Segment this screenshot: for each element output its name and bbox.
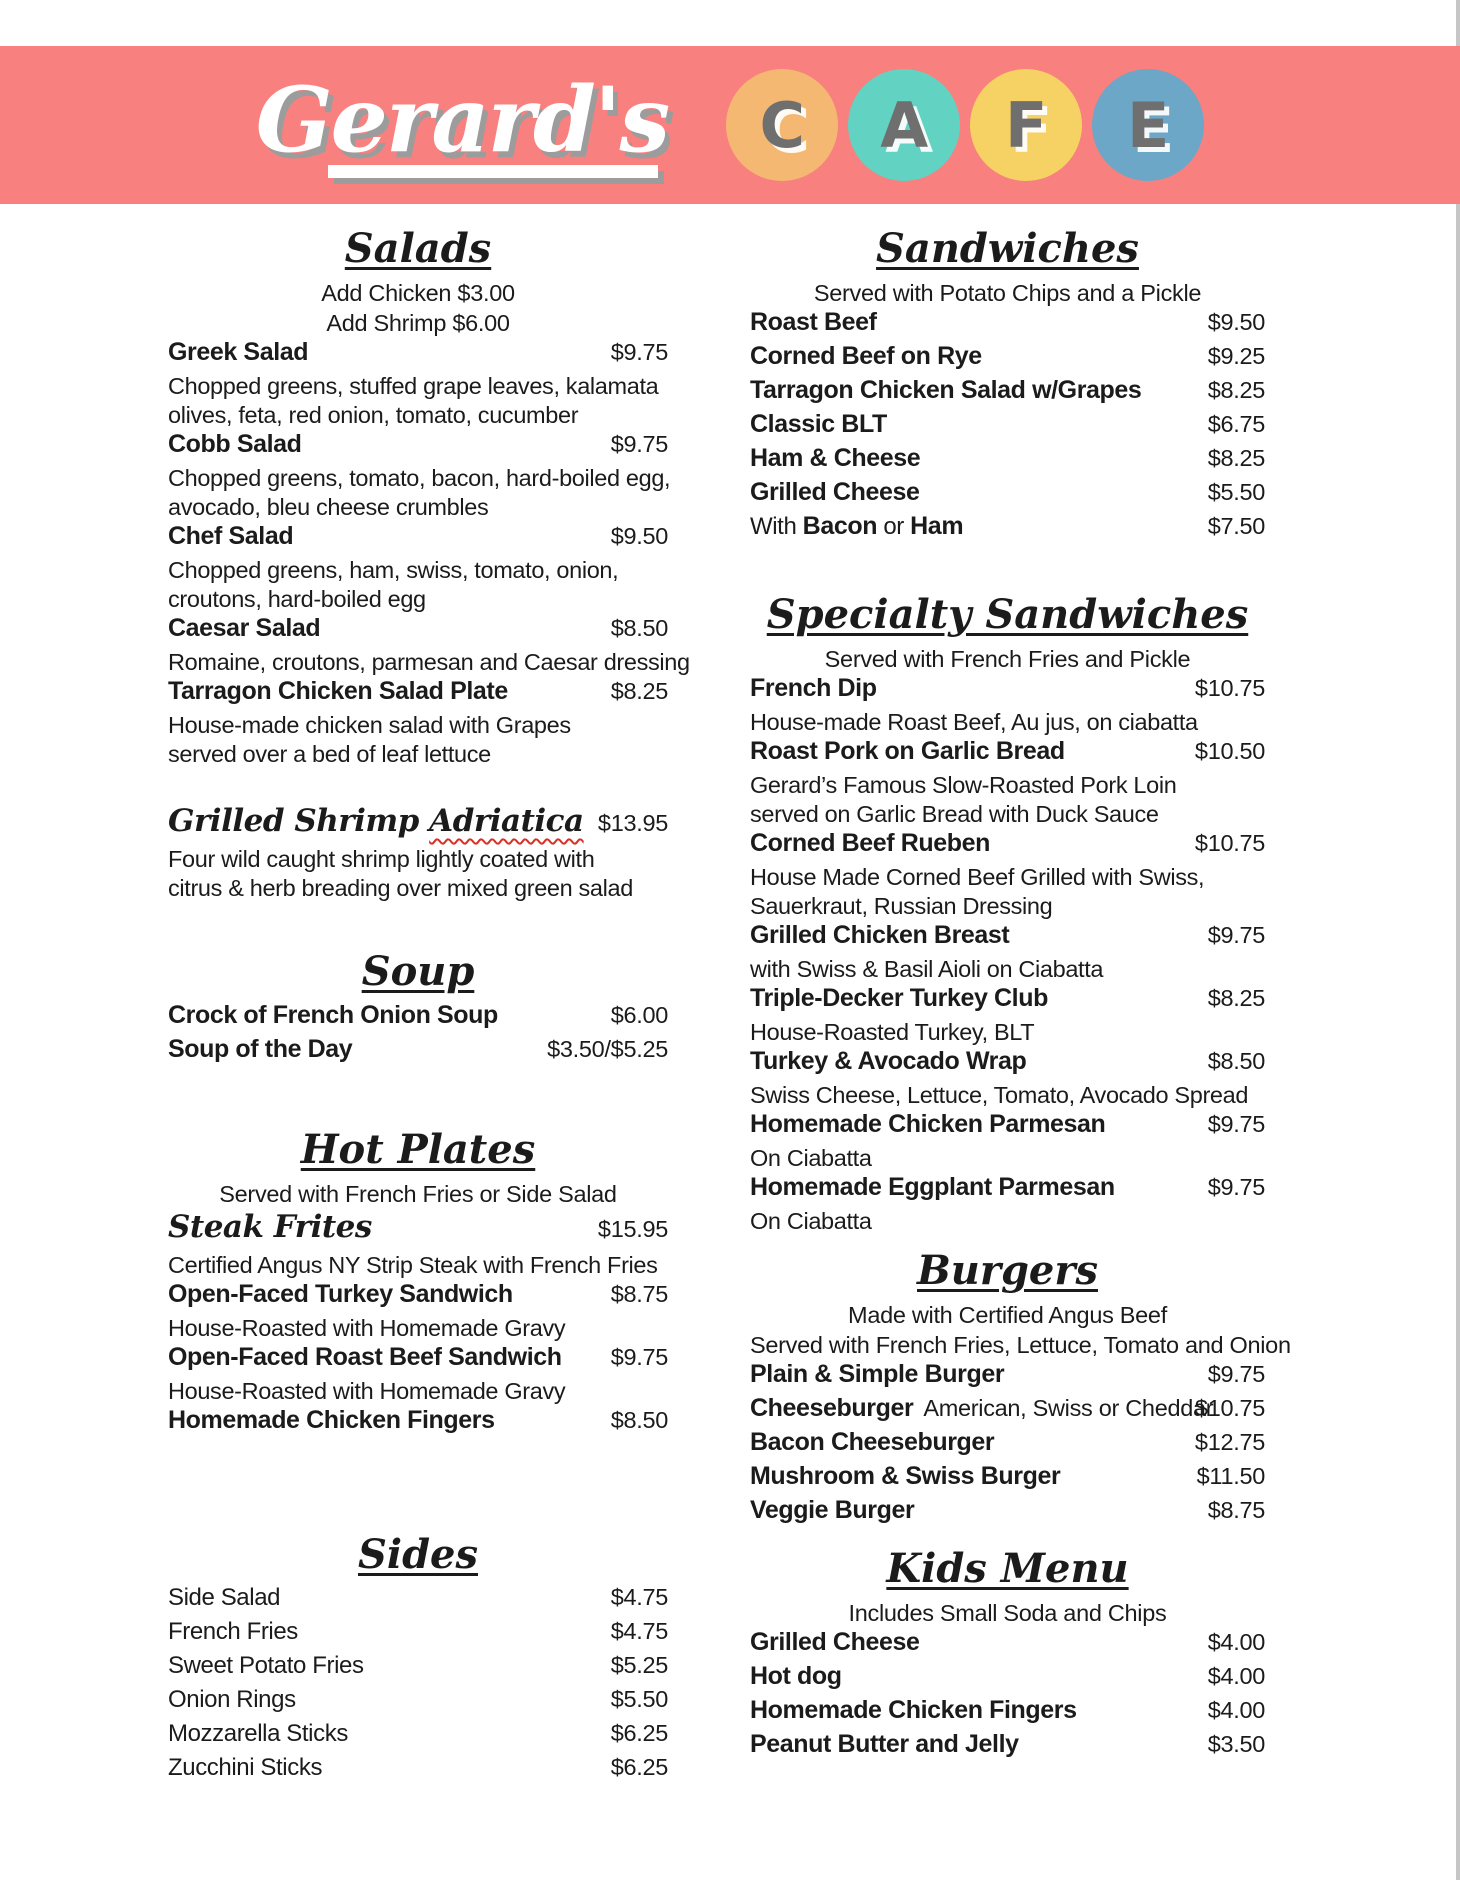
menu-item-row — [168, 1754, 668, 1788]
menu-item-open-faced-turkey-sandwich — [168, 1280, 668, 1343]
menu-item-greek-salad — [168, 338, 668, 430]
menu-item-row — [168, 1618, 668, 1652]
menu-item-row — [168, 803, 668, 845]
item-name: Open-Faced Roast Beef Sandwich — [168, 1343, 562, 1371]
menu-item-open-faced-roast-beef-sandwich — [168, 1343, 668, 1406]
cafe-circle-e — [1092, 69, 1204, 181]
item-desc: On Ciabatta — [750, 1145, 872, 1171]
menu-item-row — [168, 430, 668, 464]
menu-item-row — [750, 1662, 1265, 1696]
menu-item-crock-of-french-onion-soup — [168, 1001, 668, 1035]
item-price: $8.25 — [1207, 985, 1265, 1011]
item-name-part-misspelled: Adriatica — [429, 803, 584, 839]
page-right-edge — [1456, 0, 1460, 1880]
item-name: Plain & Simple Burger — [750, 1360, 1005, 1388]
item-desc: House Made Corned Beef Grilled with Swiss, — [750, 864, 1205, 890]
menu-item-row — [750, 512, 1265, 546]
section-hot-plates — [168, 1127, 668, 1440]
item-name: French Fries — [168, 1618, 298, 1645]
section-title — [168, 1532, 668, 1578]
item-name: Homemade Chicken Fingers — [168, 1406, 495, 1434]
menu-item-row — [168, 522, 668, 556]
item-price: $9.75 — [610, 1344, 668, 1370]
menu-item-row — [750, 737, 1265, 771]
item-name: Veggie Burger — [750, 1496, 915, 1524]
menu-item-ham-cheese — [750, 444, 1265, 478]
item-desc: House-made Roast Beef, Au jus, on ciabatta — [750, 709, 1198, 735]
menu-item-row — [168, 338, 668, 372]
section-burgers — [750, 1247, 1291, 1530]
menu-item-row — [750, 829, 1265, 863]
item-name: Mozzarella Sticks — [168, 1720, 348, 1747]
section-title — [168, 949, 668, 995]
menu-item-side-salad — [168, 1584, 668, 1618]
item-name: Homemade Chicken Parmesan — [750, 1110, 1106, 1138]
menu-item-steak-frites — [168, 1209, 668, 1280]
item-price: $9.75 — [1207, 1174, 1265, 1200]
cafe-circle-f — [970, 69, 1082, 181]
section-title-text: Salads — [344, 225, 492, 272]
section-note: Made with Certified Angus Beef — [848, 1302, 1167, 1328]
item-name: Onion Rings — [168, 1686, 296, 1713]
section-title — [750, 1546, 1265, 1592]
menu-item-row — [750, 1360, 1265, 1394]
item-name: Turkey & Avocado Wrap — [750, 1047, 1027, 1075]
menu-item-row — [168, 614, 668, 648]
menu-item-row — [750, 921, 1265, 955]
item-price: $6.25 — [610, 1754, 668, 1780]
section-specialty-sandwiches — [750, 592, 1265, 1236]
menu-item-row — [750, 984, 1265, 1018]
item-name: Roast Pork on Garlic Bread — [750, 737, 1065, 765]
item-price: $6.25 — [610, 1720, 668, 1746]
item-price: $10.50 — [1194, 738, 1265, 764]
item-desc: House-Roasted Turkey, BLT — [750, 1019, 1035, 1045]
item-price: $8.50 — [610, 615, 668, 641]
section-soup — [168, 949, 668, 1069]
item-price: $9.75 — [1207, 1111, 1265, 1137]
item-price: $8.50 — [610, 1407, 668, 1433]
item-price: $4.00 — [1207, 1629, 1265, 1655]
menu-item-grilled-cheese — [750, 1628, 1265, 1662]
item-price: $9.75 — [610, 339, 668, 365]
item-desc: citrus & herb breading over mixed green salad — [168, 875, 633, 901]
item-name: Zucchini Sticks — [168, 1754, 323, 1781]
item-name: French Dip — [750, 674, 877, 702]
menu-item-row — [168, 1720, 668, 1754]
item-name: Chef Salad — [168, 522, 294, 550]
section-title-text: Kids Menu — [886, 1545, 1129, 1592]
menu-item-onion-rings — [168, 1686, 668, 1720]
menu-item-french-dip — [750, 674, 1265, 737]
menu-item-sweet-potato-fries — [168, 1652, 668, 1686]
menu-item-row — [750, 1628, 1265, 1662]
cafe-letter-e: E — [1127, 88, 1170, 162]
item-price: $4.75 — [610, 1584, 668, 1610]
section-title-text: Soup — [361, 948, 475, 995]
item-name: Caesar Salad — [168, 614, 321, 642]
item-name: Corned Beef on Rye — [750, 342, 982, 370]
item-name: Bacon Cheeseburger — [750, 1428, 995, 1456]
item-price: $5.25 — [610, 1652, 668, 1678]
item-name: Side Salad — [168, 1584, 281, 1611]
menu-item-row — [750, 308, 1265, 342]
item-price: $8.25 — [1207, 377, 1265, 403]
menu-item-grilled-chicken-breast — [750, 921, 1265, 984]
item-name: Homemade Eggplant Parmesan — [750, 1173, 1115, 1201]
menu-item-row — [750, 1047, 1265, 1081]
menu-item-row — [168, 1001, 668, 1035]
item-desc: House-made chicken salad with Grapes — [168, 712, 571, 738]
menu-item-turkey-avocado-wrap — [750, 1047, 1265, 1110]
header-banner — [0, 46, 1460, 204]
item-desc: Sauerkraut, Russian Dressing — [750, 893, 1053, 919]
item-desc: Certified Angus NY Strip Steak with French Fries — [168, 1252, 658, 1278]
item-name: Peanut Butter and Jelly — [750, 1730, 1019, 1758]
item-price: $12.75 — [1194, 1429, 1265, 1455]
item-price: $10.75 — [1194, 830, 1265, 856]
cafe-letter-f: F — [1005, 88, 1048, 162]
item-desc: House-Roasted with Homemade Gravy — [168, 1378, 566, 1404]
section-salads — [168, 225, 690, 769]
item-name: Corned Beef Rueben — [750, 829, 991, 857]
item-price: $5.50 — [1207, 479, 1265, 505]
menu-item-plain-simple-burger — [750, 1360, 1265, 1394]
item-name: Sweet Potato Fries — [168, 1652, 364, 1679]
menu-item-row — [750, 410, 1265, 444]
menu-item-row — [168, 1584, 668, 1618]
item-desc: avocado, bleu cheese crumbles — [168, 494, 489, 520]
item-desc: Gerard’s Famous Slow-Roasted Pork Loin — [750, 772, 1177, 798]
item-price: $8.75 — [610, 1281, 668, 1307]
menu-item-triple-decker-turkey-club — [750, 984, 1265, 1047]
menu-item-grilled-cheese — [750, 478, 1265, 512]
menu-item-cobb-salad — [168, 430, 671, 522]
item-price: $4.75 — [610, 1618, 668, 1644]
section-note: Includes Small Soda and Chips — [848, 1600, 1167, 1626]
menu-item-french-fries — [168, 1618, 668, 1652]
menu-column-right — [750, 225, 1291, 1764]
menu-item-zucchini-sticks — [168, 1754, 668, 1788]
menu-item-veggie-burger — [750, 1496, 1265, 1530]
menu-item-row — [168, 1652, 668, 1686]
item-name: Tarragon Chicken Salad w/Grapes — [750, 376, 1142, 404]
menu-item-row — [750, 478, 1265, 512]
item-name-part: or — [877, 513, 911, 540]
menu-item-corned-beef-on-rye — [750, 342, 1265, 376]
item-name: Steak Frites — [168, 1209, 372, 1245]
menu-item-homemade-eggplant-parmesan — [750, 1173, 1265, 1236]
menu-item-row — [168, 1209, 668, 1251]
menu-item-homemade-chicken-fingers — [168, 1406, 668, 1440]
item-name — [750, 512, 1208, 541]
menu-item-row — [750, 1428, 1265, 1462]
item-price: $9.75 — [610, 431, 668, 457]
menu-item-row — [750, 1173, 1265, 1207]
item-price: $7.50 — [1207, 513, 1265, 539]
section-title — [168, 226, 668, 272]
menu-item-homemade-chicken-parmesan — [750, 1110, 1265, 1173]
item-name: Roast Beef — [750, 308, 877, 336]
menu-item-row — [750, 1462, 1265, 1496]
item-desc: Chopped greens, tomato, bacon, hard-boiled egg, — [168, 465, 671, 491]
section-title-text: Burgers — [917, 1247, 1098, 1294]
item-name-part: Bacon — [802, 512, 878, 540]
item-name: Greek Salad — [168, 338, 309, 366]
menu-item-row — [168, 1686, 668, 1720]
item-name-part: Ham — [910, 512, 964, 540]
menu-item-tarragon-chicken-salad-plate — [168, 677, 668, 769]
menu-item-row — [750, 342, 1265, 376]
menu-item-cheeseburger — [750, 1394, 1265, 1428]
section-title-text: Hot Plates — [300, 1126, 536, 1173]
item-price: $9.50 — [610, 523, 668, 549]
cafe-circle-a — [848, 69, 960, 181]
menu-item-hot-dog — [750, 1662, 1265, 1696]
section-sandwiches — [750, 226, 1265, 546]
item-desc: Chopped greens, ham, swiss, tomato, onion, — [168, 557, 619, 583]
item-name: Crock of French Onion Soup — [168, 1001, 498, 1029]
item-name: Soup of the Day — [168, 1035, 353, 1063]
item-price: $3.50 — [1207, 1731, 1265, 1757]
section-note: Add Shrimp $6.00 — [326, 310, 510, 336]
item-price: $9.25 — [1207, 343, 1265, 369]
item-price: $8.25 — [1207, 445, 1265, 471]
item-desc: served over a bed of leaf lettuce — [168, 741, 491, 767]
menu-item-homemade-chicken-fingers — [750, 1696, 1265, 1730]
section-title-text: Sandwiches — [876, 225, 1139, 272]
menu-item-row — [750, 1394, 1265, 1428]
section-sides — [168, 1532, 668, 1788]
item-price: $3.50/$5.25 — [547, 1036, 668, 1062]
menu-item-row — [750, 1730, 1265, 1764]
menu-item-row — [168, 1280, 668, 1314]
item-price: $6.75 — [1207, 411, 1265, 437]
menu-item-caesar-salad — [168, 614, 690, 677]
item-price: $8.50 — [1207, 1048, 1265, 1074]
item-price: $5.50 — [610, 1686, 668, 1712]
item-desc: Chopped greens, stuffed grape leaves, kalamata — [168, 373, 659, 399]
menu-item-mozzarella-sticks — [168, 1720, 668, 1754]
menu-item-row — [750, 444, 1265, 478]
item-name-part: Grilled Shrimp — [168, 803, 430, 839]
menu-item-classic-blt — [750, 410, 1265, 444]
item-price: $9.75 — [1207, 1361, 1265, 1387]
section-title — [750, 592, 1265, 638]
menu-item-roast-pork-on-garlic-bread — [750, 737, 1265, 829]
section-title — [750, 226, 1265, 272]
cafe-circle-c — [726, 69, 838, 181]
logo-gerards-text: Gerard's — [255, 66, 669, 173]
menu-item-mushroom-swiss-burger — [750, 1462, 1265, 1496]
item-price: $10.75 — [1194, 675, 1265, 701]
section-note: Served with French Fries or Side Salad — [219, 1181, 617, 1207]
item-name: Hot dog — [750, 1662, 842, 1690]
item-desc: Romaine, croutons, parmesan and Caesar dressing — [168, 649, 690, 675]
item-name: Grilled Cheese — [750, 1628, 920, 1656]
section-kids-menu — [750, 1546, 1265, 1764]
logo-cafe — [726, 69, 1204, 181]
item-price: $4.00 — [1207, 1663, 1265, 1689]
item-name: Grilled Cheese — [750, 478, 920, 506]
menu-item-row — [168, 1343, 668, 1377]
menu-item-row — [750, 1696, 1265, 1730]
item-name: Tarragon Chicken Salad Plate — [168, 677, 508, 705]
item-price: $4.00 — [1207, 1697, 1265, 1723]
item-name: Grilled Chicken Breast — [750, 921, 1010, 949]
menu-item-soup-of-the-day — [168, 1035, 668, 1069]
menu-item-chef-salad — [168, 522, 668, 614]
item-name: Classic BLT — [750, 410, 887, 438]
cafe-letter-c: C — [759, 88, 805, 162]
item-desc: Four wild caught shrimp lightly coated with — [168, 846, 595, 872]
item-desc: served on Garlic Bread with Duck Sauce — [750, 801, 1159, 827]
item-name: Ham & Cheese — [750, 444, 921, 472]
item-name: Mushroom & Swiss Burger — [750, 1462, 1061, 1490]
item-desc: croutons, hard-boiled egg — [168, 586, 426, 612]
item-name: Open-Faced Turkey Sandwich — [168, 1280, 513, 1308]
section-grilled-shrimp-adriatica — [168, 803, 668, 903]
item-desc: Swiss Cheese, Lettuce, Tomato, Avocado Spread — [750, 1082, 1249, 1108]
item-desc: On Ciabatta — [750, 1208, 872, 1234]
item-name: Homemade Chicken Fingers — [750, 1696, 1077, 1724]
item-desc: olives, feta, red onion, tomato, cucumber — [168, 402, 579, 428]
menu-item-bacon-cheeseburger — [750, 1428, 1265, 1462]
item-name: Cobb Salad — [168, 430, 302, 458]
section-title — [750, 1248, 1265, 1294]
section-title — [168, 1127, 668, 1173]
item-name: Cheeseburger American, Swiss or Cheddar — [750, 1394, 1214, 1422]
menu-column-left — [168, 225, 690, 1788]
menu-item-row — [750, 376, 1265, 410]
item-price: $13.95 — [597, 810, 668, 836]
menu-item-row — [750, 1496, 1265, 1530]
item-name: Triple-Decker Turkey Club — [750, 984, 1048, 1012]
menu-item-row — [168, 1035, 668, 1069]
item-desc: House-Roasted with Homemade Gravy — [168, 1315, 566, 1341]
item-name-suffix: American, Swiss or Cheddar — [923, 1395, 1214, 1421]
item-price: $15.95 — [597, 1216, 668, 1242]
menu-item-row — [168, 677, 668, 711]
item-price: $8.25 — [610, 678, 668, 704]
item-name-part: With — [750, 513, 803, 540]
menu-item-row — [168, 1406, 668, 1440]
item-price: $6.00 — [610, 1002, 668, 1028]
menu-item-row — [750, 674, 1265, 708]
section-title-text: Specialty Sandwiches — [766, 591, 1249, 638]
menu-item-peanut-butter-and-jelly — [750, 1730, 1265, 1764]
menu-item-tarragon-chicken-salad-w-grapes — [750, 376, 1265, 410]
item-price: $9.75 — [1207, 922, 1265, 948]
logo-gerards — [255, 66, 669, 179]
menu-item-grilled-shrimp-adriatica — [168, 803, 668, 903]
menu-item-corned-beef-rueben — [750, 829, 1265, 921]
section-note: Served with French Fries, Lettuce, Tomato and Onion — [750, 1332, 1291, 1358]
item-desc: with Swiss & Basil Aioli on Ciabatta — [750, 956, 1104, 982]
item-price: $10.75 — [1194, 1395, 1265, 1421]
section-note: Served with Potato Chips and a Pickle — [813, 280, 1202, 306]
item-name — [168, 803, 598, 839]
item-price: $9.50 — [1207, 309, 1265, 335]
item-price: $8.75 — [1207, 1497, 1265, 1523]
menu-item-with-bacon-or-ham — [750, 512, 1265, 546]
cafe-letter-a: A — [880, 88, 929, 162]
menu-item-roast-beef — [750, 308, 1265, 342]
section-note: Served with French Fries and Pickle — [824, 646, 1191, 672]
menu-item-row — [750, 1110, 1265, 1144]
section-title-text: Sides — [357, 1531, 479, 1578]
item-price: $11.50 — [1196, 1463, 1265, 1489]
section-note: Add Chicken $3.00 — [321, 280, 515, 306]
